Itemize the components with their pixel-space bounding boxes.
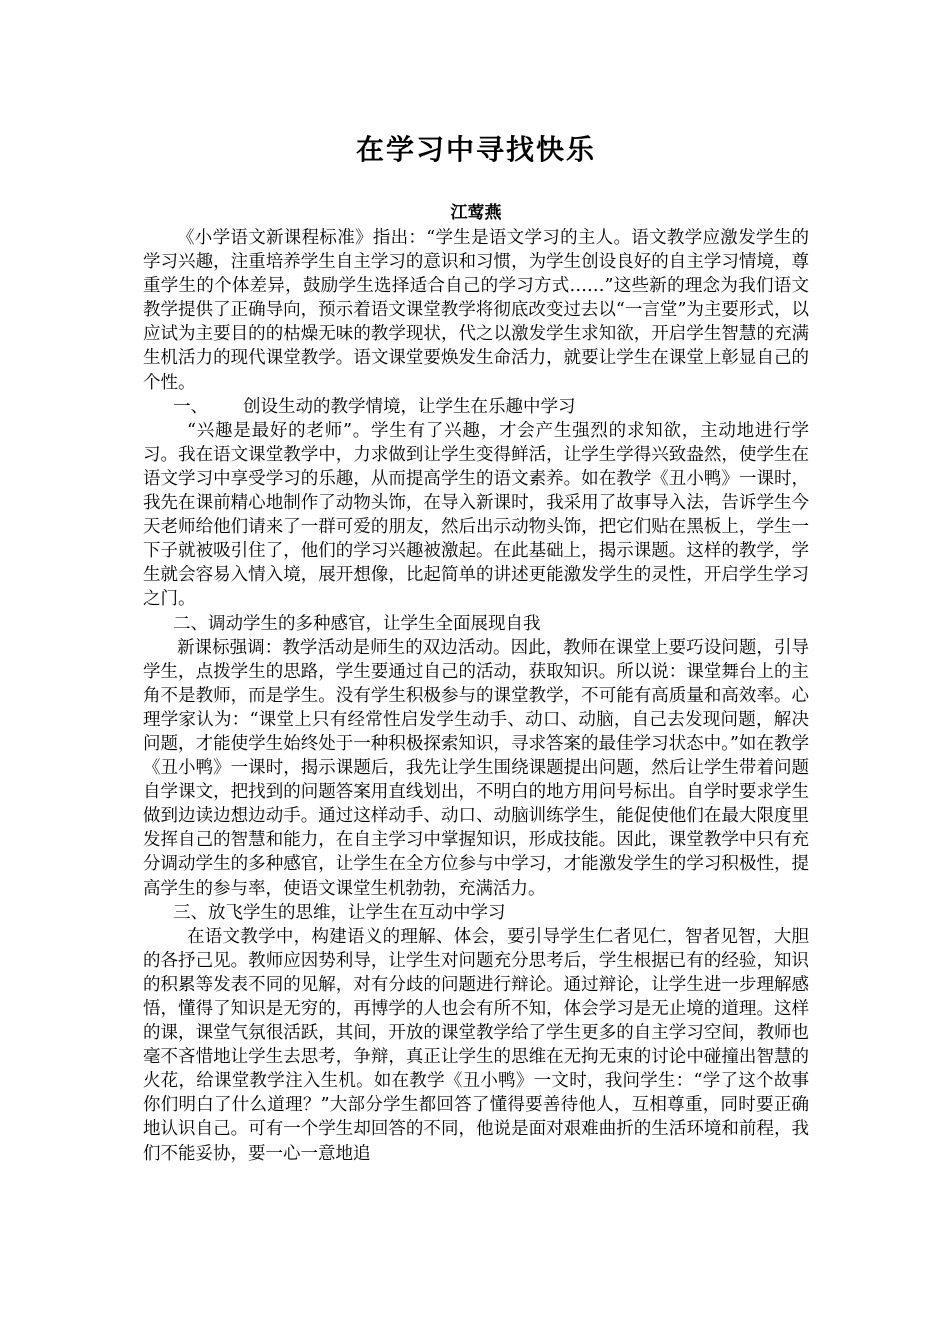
section-heading-2: 二、调动学生的多种感官，让学生全面展现自我 — [173, 613, 541, 634]
section-body-1: “兴趣是最好的老师”。学生有了兴趣，才会产生强烈的求知欲，主动地进行学习。我在语文课堂教学中，力求做到让学生变得鲜活，让学生学得兴致盎然，使学生在语文学习中享受学习的乐趣，从而提高学生的语文素养。如在教学《丑小鸭》一课时，我先在课前精心地制作了动物头饰，在导入新课时，我采用了故事导入法，告诉学生今天老师给他们请来了一群可爱的朋友，然后出示动物头饰，把它们贴在黑板上，学生一下子就被吸引住了，他们的学习兴趣被激起。在此基础上，揭示课题。这样的教学，学生就会容易入情入境，展开想像，比起简单的讲述更能激发学生的灵性，开启学生学习之门。 — [143, 420, 809, 610]
section-heading-1-text: 创设生动的教学情境，让学生在乐趣中学习 — [243, 396, 576, 417]
section-number-1: 一、 — [173, 396, 208, 417]
section-body-3: 在语文教学中，构建语义的理解、体会，要引导学生仁者见仁，智者见智，大胆的各抒己见。教师应因势利导，让学生对问题充分思考后，学生根据已有的经验，知识的积累等发表不同的见解，对有分歧的问题进行辩论。通过辩论，让学生进一步理解感悟，懂得了知识是无穷的，再博学的人也会有所不知，体会学习是无止境的道理。这样的课，课堂气氛很活跃，其间，开放的课堂教学给了学生更多的自主学习空间，教师也毫不吝惜地让学生去思考，争辩，真正让学生的思维在无拘无束的讨论中碰撞出智慧的火花，给课堂教学注入生机。如在教学《丑小鸭》一文时，我问学生：“学了这个故事你们明白了什么道理？”大部分学生都回答了懂得要善待他人，互相尊重，同时要正确地认识自己。可有一个学生却回答的不同，他说是面对艰难曲折的生活环境和前程，我们不能妥协，要一心一意地追 — [143, 926, 809, 1164]
section-heading-3: 三、放飞学生的思维，让学生在互动中学习 — [173, 902, 506, 923]
document-body — [143, 226, 809, 1166]
document-title: 在学习中寻找快乐 — [355, 133, 596, 166]
section-body-2: 新课标强调：教学活动是师生的双边活动。因此，教师在课堂上要巧设问题，引导学生，点拨学生的思路，学生要通过自己的活动，获取知识。所以说：课堂舞台上的主角不是教师，而是学生。没有学生积极参与的课堂教学，不可能有高质量和高效率。心理学家认为：“课堂上只有经常性启发学生动手、动口、动脑，自己去发现问题，解决问题，才能使学生始终处于一种积极探索知识，寻求答案的最佳学习状态中。”如在教学《丑小鸭》一课时，揭示课题后，我先让学生围绕课题提出问题，然后让学生带着问题自学课文，把找到的问题答案用直线划出，不明白的地方用问号标出。自学时要求学生做到边读边想边动手。通过这样动手、动口、动脑训练学生，能促使他们在最大限度里发挥自己的智慧和能力，在自主学习中掌握知识，形成技能。因此，课堂教学中只有充分调动学生的多种感官，让学生在全方位参与中学习，才能激发学生的学习积极性，提高学生的参与率，使语文课堂生机勃勃，充满活力。 — [143, 637, 809, 899]
intro-paragraph: 《小学语文新课程标准》指出：“学生是语文学习的主人。语文教学应激发学生的学习兴趣，注重培养学生自主学习的意识和习惯，为学生创设良好的自主学习情境，尊重学生的个体差异，鼓励学生选择适合自己的学习方式……”这些新的理念为我们语文教学提供了正确导向，预示着语文课堂教学将彻底改变过去以“一言堂”为主要形式，以应试为主要目的的枯燥无味的教学现状，代之以激发学生求知欲，开启学生智慧的充满生机活力的现代课堂教学。语文课堂要焕发生命活力，就要让学生在课堂上彰显自己的个性。 — [143, 228, 809, 393]
section-heading-1 — [143, 395, 809, 419]
document-author: 江莺燕 — [450, 203, 502, 223]
